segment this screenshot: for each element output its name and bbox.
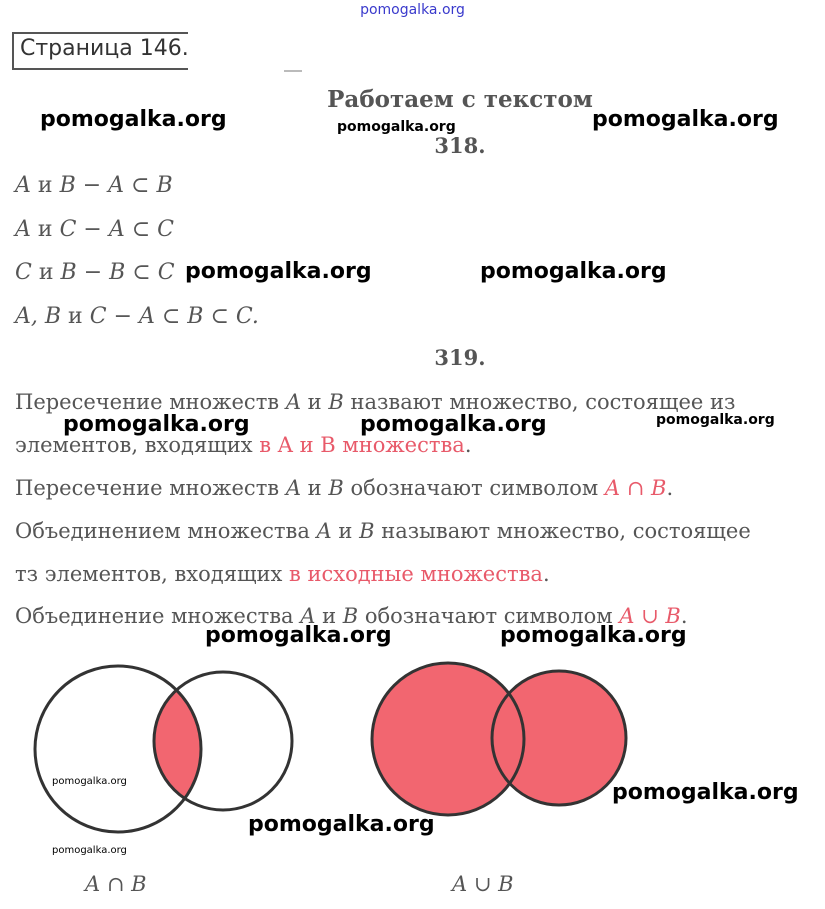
exercise-318-number: 318.: [434, 133, 486, 158]
watermark: pomogalka.org: [63, 412, 250, 437]
watermark: pomogalka.org: [52, 845, 127, 856]
watermark-top: pomogalka.org: [360, 2, 465, 18]
watermark: pomogalka.org: [480, 259, 667, 284]
venn-diagrams: [0, 640, 825, 909]
watermark: pomogalka.org: [248, 812, 435, 837]
ex319-line-6: Объединение множества A и B обозначают символом A ∪ B.: [15, 604, 688, 628]
caption-union: A ∪ B: [452, 872, 514, 896]
ex319-line-3: Пересечение множеств A и B обозначают символом A ∩ B.: [15, 476, 674, 500]
ex319-line-5: тз элементов, входящих в исходные множества.: [15, 562, 550, 586]
watermark: pomogalka.org: [185, 259, 372, 284]
watermark: pomogalka.org: [205, 623, 392, 648]
watermark: pomogalka.org: [500, 623, 687, 648]
watermark: pomogalka.org: [52, 776, 127, 787]
ex319-line-4: Объединением множества A и B называют множество, состоящее: [15, 519, 751, 543]
watermark: pomogalka.org: [592, 107, 779, 132]
ex318-line-1: A и B − A ⊂ B: [15, 173, 173, 198]
venn-union: [372, 663, 626, 815]
ex318-line-2: A и C − A ⊂ C: [15, 217, 174, 242]
watermark: pomogalka.org: [612, 780, 799, 805]
venn-intersection: [35, 666, 292, 832]
divider: [284, 70, 302, 72]
ex319-line-2: элементов, входящих в A и B множества.: [15, 433, 472, 457]
section-title: Работаем с текстом: [327, 86, 593, 113]
exercise-319-number: 319.: [434, 345, 486, 370]
watermark: pomogalka.org: [656, 412, 775, 428]
page-label: Страница 146.: [20, 36, 189, 61]
caption-intersection: A ∩ B: [85, 872, 147, 896]
watermark: pomogalka.org: [360, 412, 547, 437]
ex319-line-1: Пересечение множеств A и B назвают множество, состоящее из: [15, 390, 736, 414]
watermark: pomogalka.org: [40, 107, 227, 132]
ex318-line-3: C и B − B ⊂ C: [15, 260, 175, 285]
watermark: pomogalka.org: [337, 119, 456, 135]
ex318-line-4: A, B и C − A ⊂ B ⊂ C.: [15, 304, 259, 329]
